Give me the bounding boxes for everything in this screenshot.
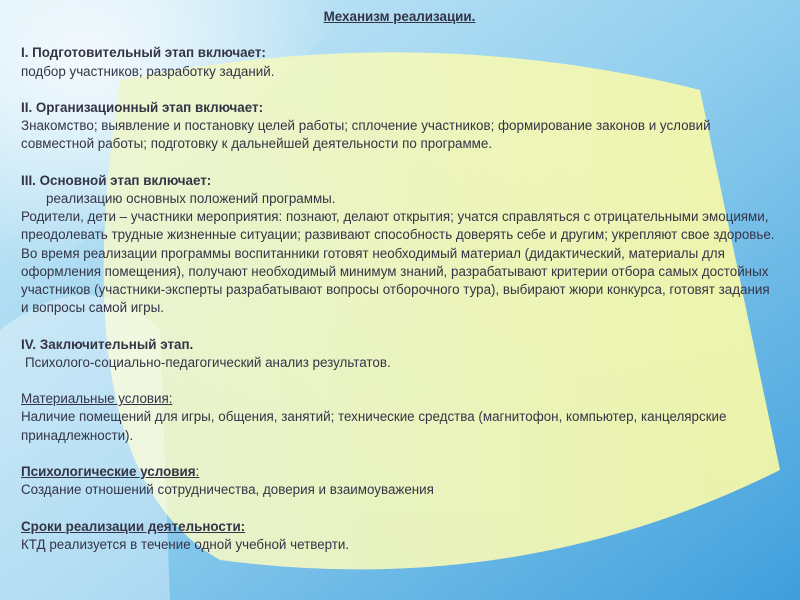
material-heading-line <box>21 390 778 408</box>
material-text: Наличие помещений для игры, общения, занятий; технические средства (магнитофон, компьютер, канцелярские принадлежности). <box>21 409 727 443</box>
stage-1-text: подбор участников; разработку заданий. <box>21 63 275 79</box>
stage-3-intro: реализацию основных положений программы. <box>46 190 336 206</box>
material-conditions <box>21 390 778 445</box>
stage-4-heading: IV. Заключительный этап. <box>21 336 194 352</box>
terms-text: КТД реализуется в течение одной учебной четверти. <box>21 536 350 552</box>
material-heading: Материальные условия <box>21 391 169 407</box>
psych-colon: : <box>195 463 200 479</box>
stage-3-heading: III. Основной этап включает: <box>21 172 212 188</box>
psych-conditions <box>21 463 778 499</box>
stage-2-text: Знакомство; выявление и постановку целей работы; сплочение участников; формирование законов и условий совместной работы; подготовку к дальнейшей деятельности по программе. <box>21 118 711 152</box>
stage-1-heading: I. Подготовительный этап включает: <box>21 45 266 61</box>
stage-4 <box>21 336 778 372</box>
psych-heading: Психологические условия <box>21 463 196 479</box>
stage-3-parents: Родители, дети – участники мероприятия: познают, делают открытия; учатся справляться с отрицательными эмоциями, преодолевать трудные жизненные ситуации; развивают способность доверять себе и другим; укрепляют свое здоровье. <box>21 209 775 243</box>
stage-3 <box>21 172 778 318</box>
stage-2-heading: II. Организационный этап включает: <box>21 99 264 115</box>
stage-3-students: Во время реализации программы воспитанники готовят необходимый материал (дидактический, материалы для оформления помещения), получают необходимый минимум знаний, разрабатывают критерии отбора самых достойных участников (участники-эксперты разрабатывают вопросы отборочного тура), выбирают жюри конкурса, готовят задания и вопросы самой игры. <box>21 245 770 316</box>
implementation-terms <box>21 518 778 554</box>
terms-heading: Сроки реализации деятельности: <box>21 518 246 534</box>
stage-1 <box>21 44 778 80</box>
psych-heading-line <box>21 463 778 481</box>
stage-2 <box>21 99 778 154</box>
material-colon: : <box>168 391 173 407</box>
psych-text: Создание отношений сотрудничества, доверия и взаимоуважения <box>21 482 434 498</box>
page-title: Механизм реализации. <box>323 9 476 24</box>
stage-4-text: Психолого-социально-педагогический анализ результатов. <box>25 354 391 370</box>
